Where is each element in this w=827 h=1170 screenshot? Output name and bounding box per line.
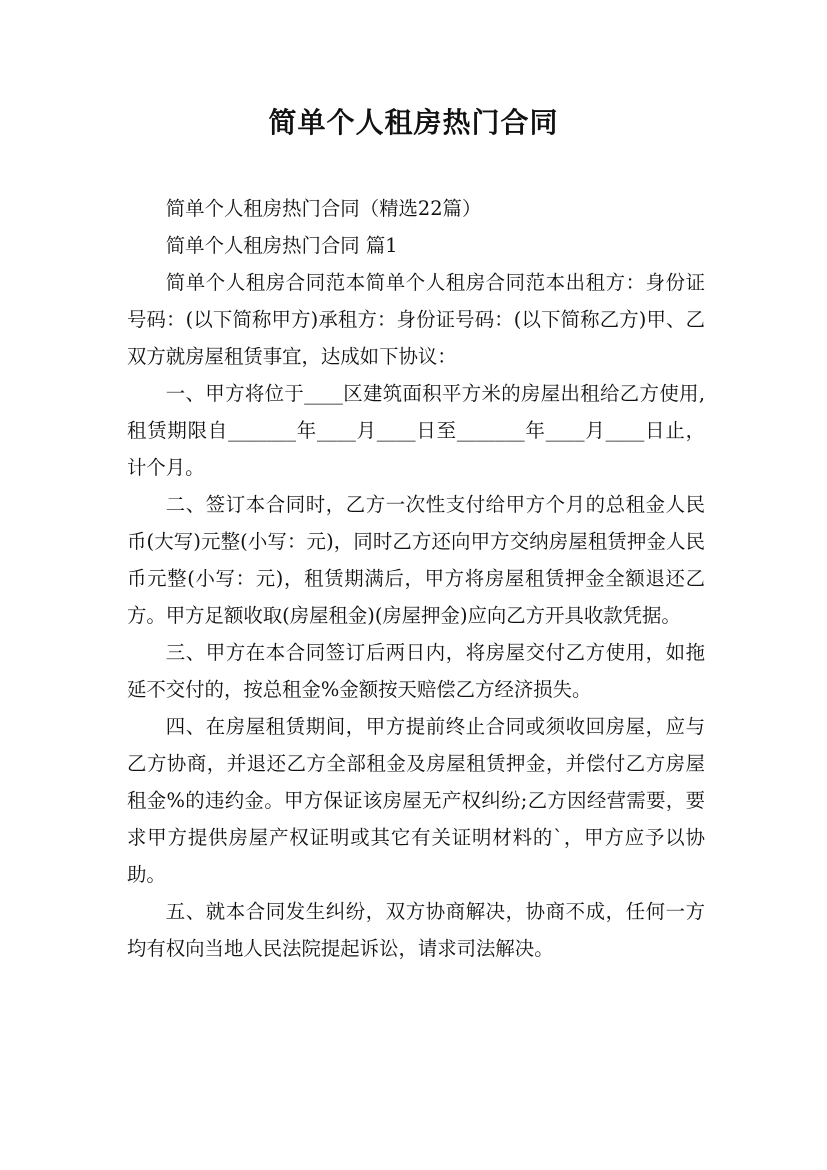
document-body <box>127 190 705 967</box>
section-heading: 简单个人租房热门合同 篇1 <box>165 234 398 257</box>
clause-4: 四、在房屋租赁期间，甲方提前终止合同或须收回房屋，应与乙方协商，并退还乙方全部租金及房屋租赁押金，并偿付乙方房屋租金%的违约金。甲方保证该房屋无产权纠纷;乙方因经营需要，要求甲方提供房屋产权证明或其它有关证明材料的`，甲方应予以协助。 <box>127 715 705 886</box>
paragraph-intro: 简单个人租房合同范本简单个人租房合同范本出租方：身份证号码：(以下简称甲方)承租方：身份证号码：(以下简称乙方)甲、乙双方就房屋租赁事宜，达成如下协议： <box>127 271 705 368</box>
clause-1: 一、甲方将位于____区建筑面积平方米的房屋出租给乙方使用,租赁期限自_______年____月____日至_______年____月____日止，计个月。 <box>127 382 705 479</box>
clause-5: 五、就本合同发生纠纷，双方协商解决，协商不成，任何一方均有权向当地人民法院提起诉讼，请求司法解决。 <box>127 900 705 960</box>
clause-2: 二、签订本合同时，乙方一次性支付给甲方个月的总租金人民币(大写)元整(小写：元)，同时乙方还向甲方交纳房屋租赁押金人民币元整(小写：元)，租赁期满后，甲方将房屋租赁押金全额退还乙方。甲方足额收取(房屋租金)(房屋押金)应向乙方开具收款凭据。 <box>127 493 705 627</box>
document-title: 简单个人租房热门合同 <box>268 106 559 139</box>
document-subtitle: 简单个人租房热门合同（精选22篇） <box>165 197 482 220</box>
clause-3: 三、甲方在本合同签订后两日内，将房屋交付乙方使用，如拖延不交付的，按总租金%金额按天赔偿乙方经济损失。 <box>127 641 705 701</box>
